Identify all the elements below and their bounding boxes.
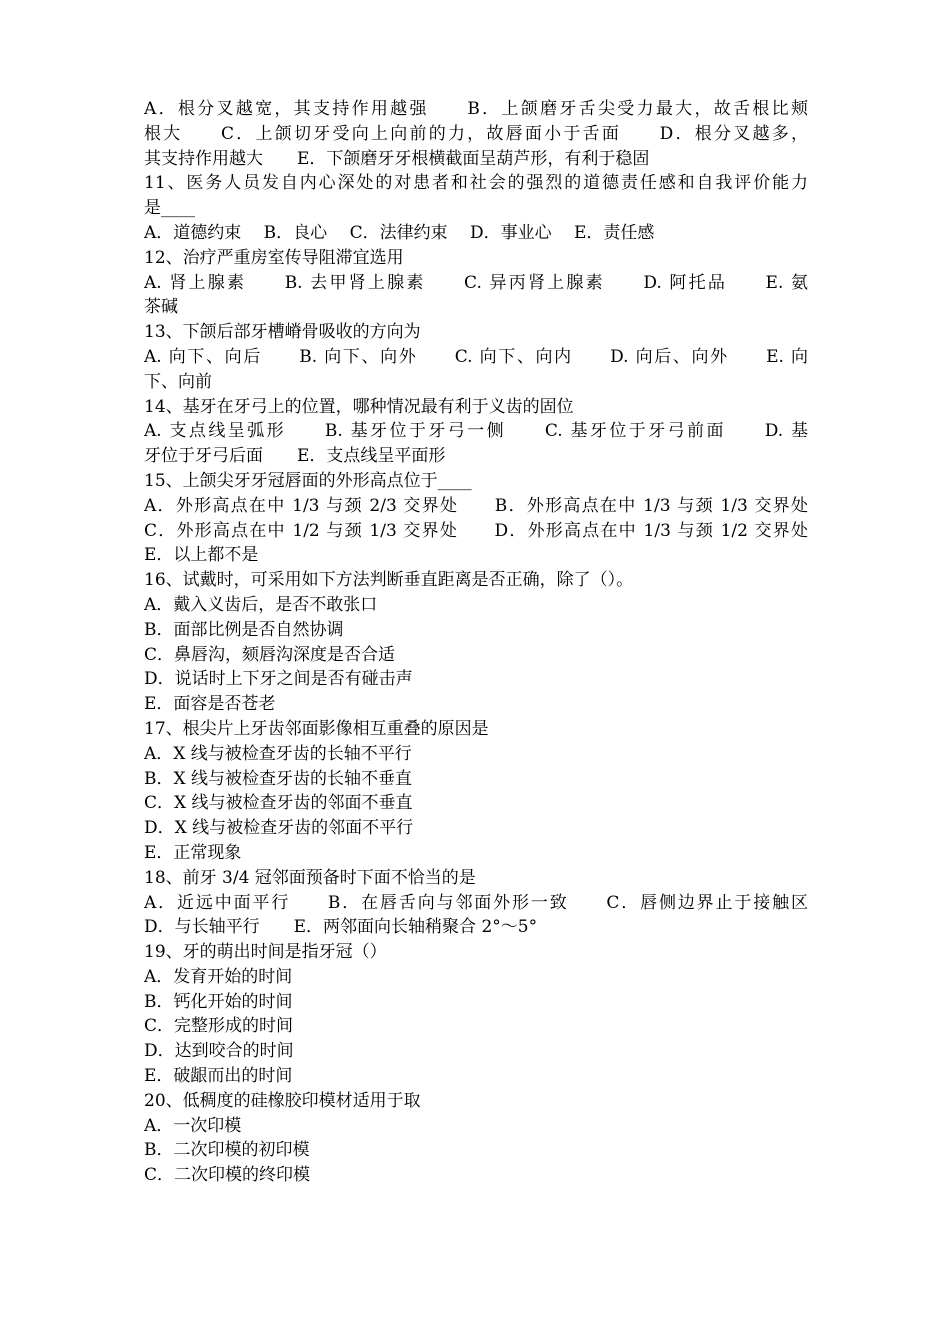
text-line: D．与长轴平行 E．两邻面向长轴稍聚合 2°～5°: [144, 917, 538, 938]
text-line: C．鼻唇沟，颏唇沟深度是否合适: [144, 644, 396, 665]
text-line: A．道德约束 B．良心 C．法律约束 D．事业心 E．责任感: [144, 222, 655, 243]
text-line: C．外形高点在中 1/2 与颈 1/3 交界处 D．外形高点在中 1/3 与颈 1/2 交界处: [144, 520, 808, 541]
text-line: A. 向下、向后 B. 向下、向外 C. 向下、向内 D. 向后、向外 E. 向: [144, 346, 808, 367]
text-line: A．戴入义齿后，是否不敢张口: [144, 594, 378, 615]
text-line: 11、医务人员发自内心深处的对患者和社会的强烈的道德责任感和自我评价能力: [144, 173, 808, 194]
text-line: A．发育开始的时间: [144, 966, 293, 987]
text-line: E．破龈而出的时间: [144, 1066, 293, 1087]
text-line: 15、上颌尖牙牙冠唇面的外形高点位于____: [144, 470, 472, 491]
text-line: 17、根尖片上牙齿邻面影像相互重叠的原因是: [144, 718, 489, 739]
text-line: C．二次印模的终印模: [144, 1165, 311, 1186]
text-line: D．说话时上下牙之间是否有碰击声: [144, 669, 413, 690]
text-line: A. 支点线呈弧形 B. 基牙位于牙弓一侧 C. 基牙位于牙弓前面 D. 基: [144, 421, 808, 442]
text-line: C．完整形成的时间: [144, 1016, 294, 1037]
text-line: 是____: [144, 198, 195, 219]
text-line: 牙位于牙弓后面 E．支点线呈平面形: [144, 446, 446, 467]
text-line: A. 肾上腺素 B. 去甲肾上腺素 C. 异丙肾上腺素 D. 阿托品 E. 氨: [144, 272, 808, 293]
text-line: D．X 线与被检查牙齿的邻面不平行: [144, 818, 414, 839]
text-line: B．面部比例是否自然协调: [144, 619, 344, 640]
text-line: A．近远中面平行 B．在唇舌向与邻面外形一致 C．唇侧边界止于接触区: [144, 892, 808, 913]
text-line: 14、基牙在牙弓上的位置，哪种情况最有利于义齿的固位: [144, 396, 574, 417]
text-line: 根大 C．上颌切牙受向上向前的力，故唇面小于舌面 D．根分叉越多，: [144, 123, 808, 144]
text-line: 19、牙的萌出时间是指牙冠（）: [144, 942, 387, 963]
text-line: A．一次印模: [144, 1115, 242, 1136]
text-line: 13、下颌后部牙槽嵴骨吸收的方向为: [144, 322, 421, 343]
text-line: A．X 线与被检查牙齿的长轴不平行: [144, 743, 412, 764]
text-line: 18、前牙 3/4 冠邻面预备时下面不恰当的是: [144, 867, 476, 888]
text-line: 茶碱: [144, 297, 178, 318]
text-line: C．X 线与被检查牙齿的邻面不垂直: [144, 793, 413, 814]
document-body: [144, 97, 808, 1188]
text-line: A．根分叉越宽，其支持作用越强 B．上颌磨牙舌尖受力最大，故舌根比颊: [144, 99, 808, 119]
text-line: B．二次印模的初印模: [144, 1140, 310, 1161]
text-line: B．X 线与被检查牙齿的长轴不垂直: [144, 768, 412, 789]
text-line: 其支持作用越大 E．下颌磨牙牙根横截面呈葫芦形，有利于稳固: [144, 148, 650, 169]
text-line: 16、试戴时，可采用如下方法判断垂直距离是否正确，除了（）。: [144, 570, 634, 591]
text-line: 20、低稠度的硅橡胶印模材适用于取: [144, 1090, 421, 1111]
text-line: A．外形高点在中 1/3 与颈 2/3 交界处 B．外形高点在中 1/3 与颈 1/3 交界处: [144, 495, 808, 516]
text-line: E．面容是否苍老: [144, 694, 276, 715]
text-line: B．钙化开始的时间: [144, 991, 293, 1012]
text-line: 下、向前: [144, 371, 212, 392]
text-line: E．以上都不是: [144, 545, 259, 566]
text-line: E．正常现象: [144, 842, 242, 863]
text-line: 12、治疗严重房室传导阻滞宜选用: [144, 247, 404, 268]
text-line: D．达到咬合的时间: [144, 1041, 294, 1062]
